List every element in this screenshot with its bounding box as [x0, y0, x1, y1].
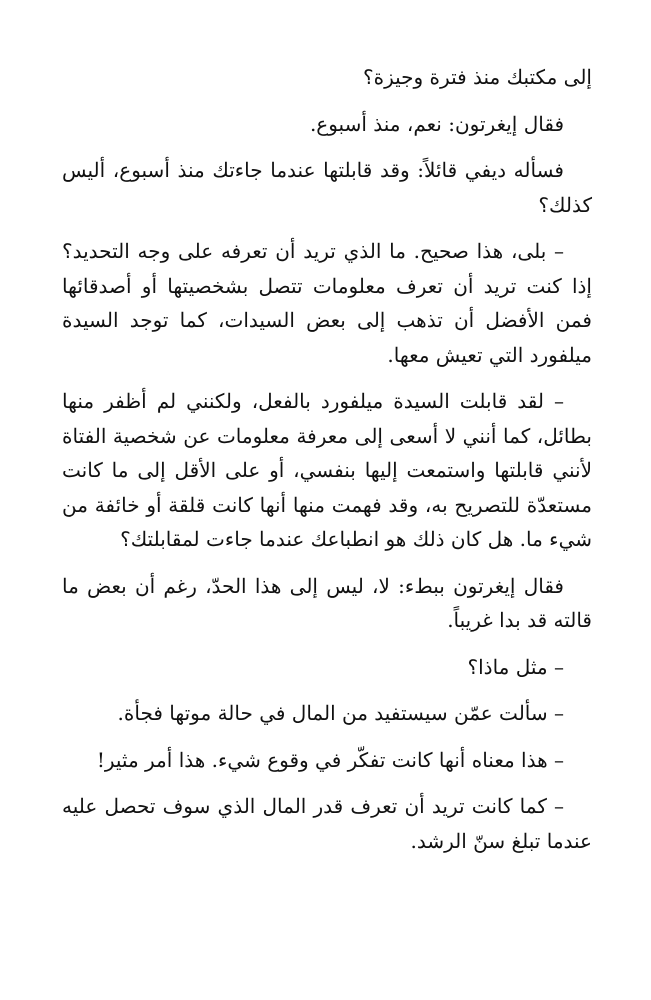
paragraph-5: – لقد قابلت السيدة ميلفورد بالفعل، ولكنني لم أظفر منها بطائل، كما أنني لا أسعى إلى معرفة معلومات عن شخصية الفتاة لأنني قابلتها واستمعت إليها بنفسي، أو على الأقل إلى ما كانت مستعدّة للتصريح به، وقد فهمت منها أنها كانت قلقة أو خائفة من شيء ما. هل كان ذلك هو انطباعك عندما جاءت لمقابلتك؟ [62, 389, 592, 551]
page-body-text [62, 60, 592, 870]
paragraph-4: – بلى، هذا صحيح. ما الذي تريد أن تعرفه على وجه التحديد؟ إذا كنت تريد أن تعرف معلومات تتصل بشخصيتها أو أصدقائها فمن الأفضل أن تذهب إلى بعض السيدات، كما توجد السيدة ميلفورد التي تعيش معها. [62, 239, 592, 367]
paragraph-2: فقال إيغرتون: نعم، منذ أسبوع. [309, 111, 564, 136]
paragraph-1: إلى مكتبك منذ فترة وجيزة؟ [363, 65, 592, 89]
paragraph-10: – كما كانت تريد أن تعرف قدر المال الذي سوف تحصل عليه عندما تبلغ سنّ الرشد. [62, 794, 592, 853]
paragraph-9: – هذا معناه أنها كانت تفكّر في وقوع شيء. هذا أمر مثير! [96, 747, 564, 772]
paragraph-6: فقال إيغرتون ببطء: لا، ليس إلى هذا الحدّ، رغم أن بعض ما قالته قد بدا غريباً. [62, 573, 592, 632]
paragraph-7: – مثل ماذا؟ [467, 654, 564, 679]
paragraph-3: فسأله ديفي قائلاً: وقد قابلتها عندما جاءتك منذ أسبوع، أليس كذلك؟ [62, 158, 592, 217]
paragraph-8: – سألت عمّن سيستفيد من المال في حالة موتها فجأة. [117, 701, 564, 725]
